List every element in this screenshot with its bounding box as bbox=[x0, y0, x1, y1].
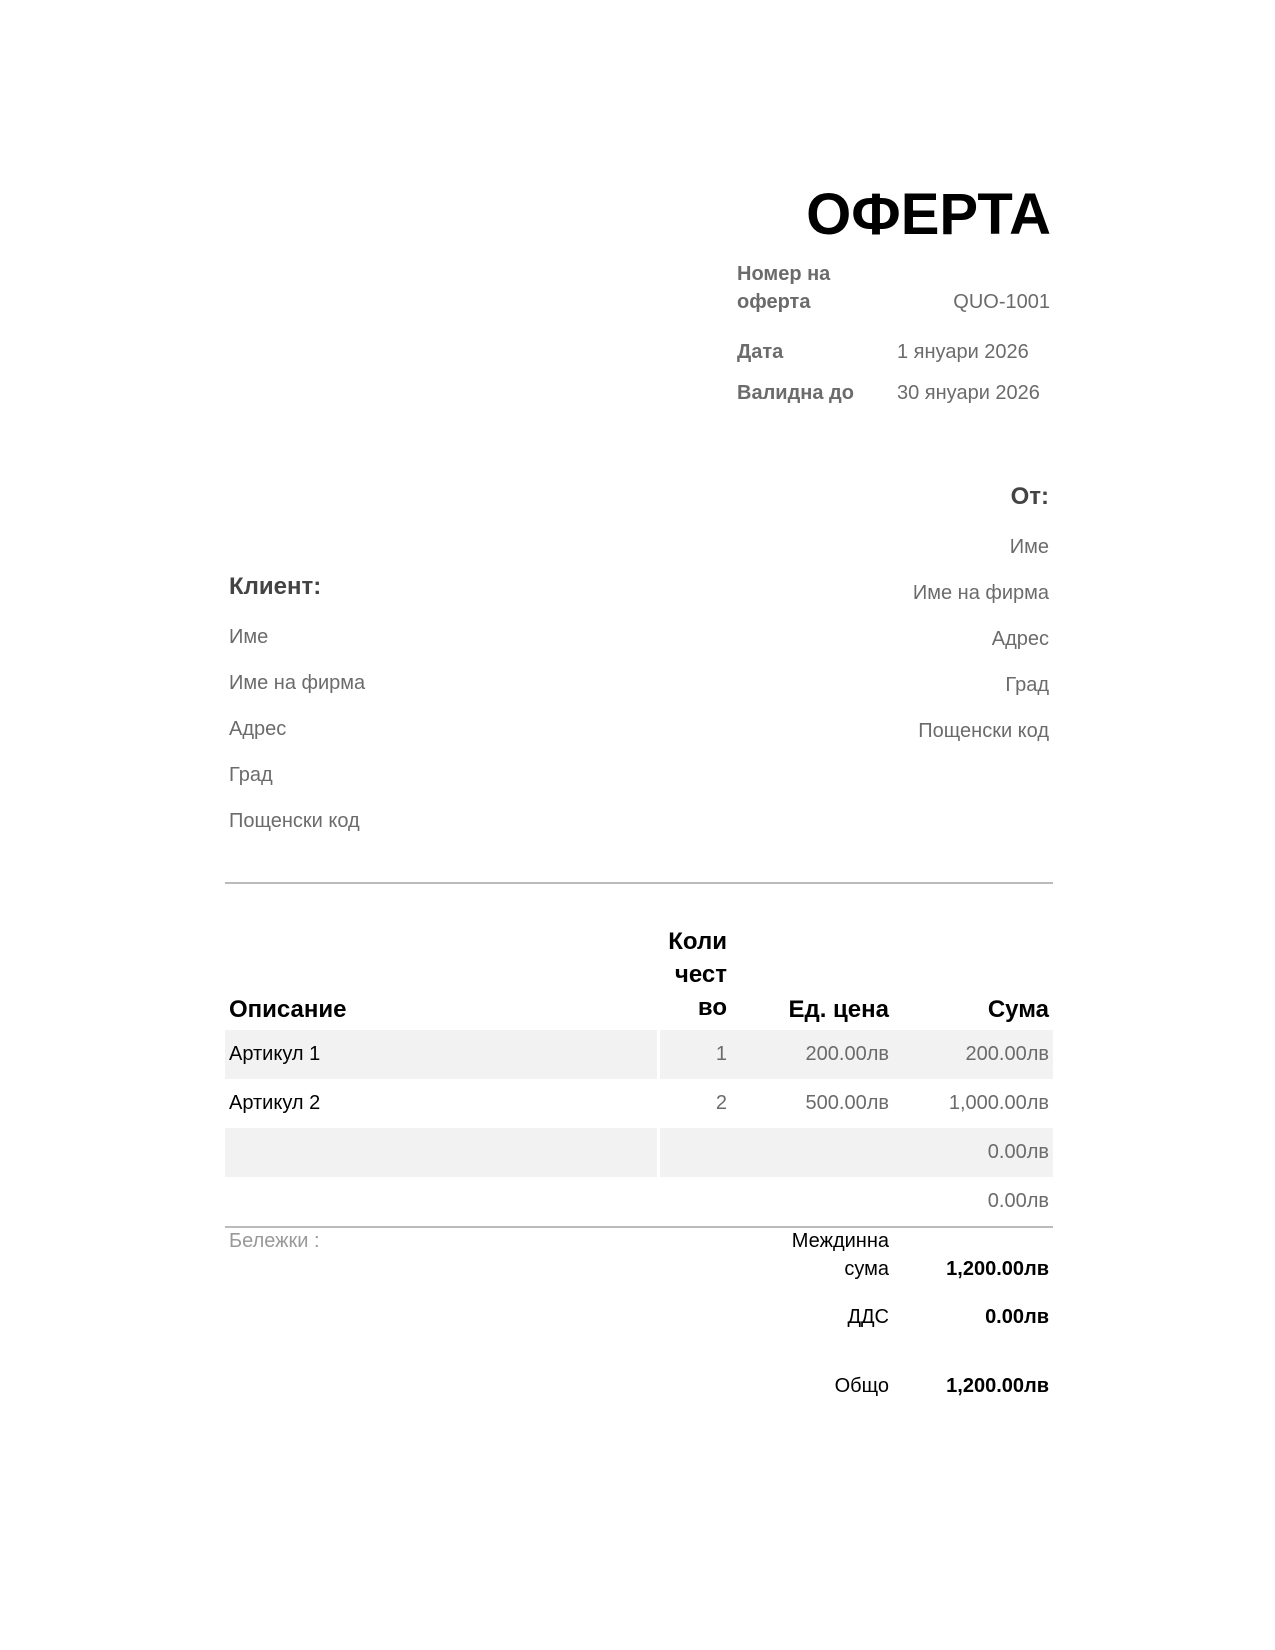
row-amount: 200.00лв bbox=[965, 1043, 1049, 1065]
notes-label: Бележки : bbox=[229, 1230, 320, 1252]
header-unit-price: Ед. цена bbox=[788, 996, 889, 1023]
client-city: Град bbox=[229, 764, 273, 786]
sender-company: Име на фирма bbox=[912, 582, 1049, 604]
quote-number-row bbox=[737, 260, 1050, 338]
subtotal-label: Междинна сума bbox=[791, 1230, 889, 1280]
client-address: Адрес bbox=[229, 718, 287, 740]
row-quantity: 2 bbox=[715, 1092, 727, 1114]
total-value: 1,200.00лв bbox=[946, 1375, 1049, 1397]
sender-city: Град bbox=[1005, 674, 1049, 696]
valid-until-label: Валидна до bbox=[737, 382, 854, 404]
table-bottom-rule bbox=[225, 1226, 1053, 1228]
date-row bbox=[737, 338, 1050, 379]
quote-meta bbox=[737, 260, 1050, 407]
date-label: Дата bbox=[737, 341, 784, 363]
valid-until-row bbox=[737, 379, 1050, 407]
quote-number-value: QUO-1001 bbox=[953, 291, 1050, 313]
date-value: 1 януари 2026 bbox=[897, 341, 1029, 363]
header-quantity: Коли чест во bbox=[668, 928, 727, 1021]
sender-heading: От: bbox=[1010, 483, 1049, 510]
row-amount: 1,000.00лв bbox=[948, 1092, 1049, 1114]
vat-value: 0.00лв bbox=[985, 1306, 1049, 1328]
table-header bbox=[225, 925, 1053, 1030]
row-amount: 0.00лв bbox=[987, 1190, 1049, 1212]
client-name: Име bbox=[229, 626, 269, 648]
sender-block bbox=[913, 480, 1049, 754]
client-postal-code: Пощенски код bbox=[229, 810, 360, 832]
row-unit-price: 200.00лв bbox=[805, 1043, 889, 1065]
sender-postal-code: Пощенски код bbox=[918, 720, 1049, 742]
table-row bbox=[225, 1079, 1053, 1128]
valid-until-value: 30 януари 2026 bbox=[897, 382, 1040, 404]
table-row bbox=[225, 1177, 1053, 1226]
client-heading: Клиент: bbox=[229, 573, 322, 600]
row-description: Артикул 2 bbox=[229, 1092, 321, 1114]
row-unit-price: 500.00лв bbox=[805, 1092, 889, 1114]
quote-number-label: Номер на оферта bbox=[737, 263, 831, 313]
section-divider bbox=[225, 882, 1053, 884]
row-amount: 0.00лв bbox=[987, 1141, 1049, 1163]
table-row bbox=[225, 1128, 1053, 1177]
sender-name: Име bbox=[1009, 536, 1049, 558]
row-description: Артикул 1 bbox=[229, 1043, 321, 1065]
total-label: Общо bbox=[834, 1375, 889, 1397]
items-table bbox=[225, 925, 1053, 1228]
table-row bbox=[225, 1030, 1053, 1079]
vat-label: ДДС bbox=[847, 1306, 889, 1328]
client-block bbox=[229, 570, 365, 844]
sender-address: Адрес bbox=[991, 628, 1049, 650]
client-company: Име на фирма bbox=[229, 672, 366, 694]
header-amount: Сума bbox=[987, 996, 1049, 1023]
subtotal-value: 1,200.00лв bbox=[946, 1258, 1049, 1280]
row-quantity: 1 bbox=[715, 1043, 727, 1065]
header-description: Описание bbox=[229, 996, 347, 1023]
document-title: ОФЕРТА bbox=[806, 182, 1051, 247]
